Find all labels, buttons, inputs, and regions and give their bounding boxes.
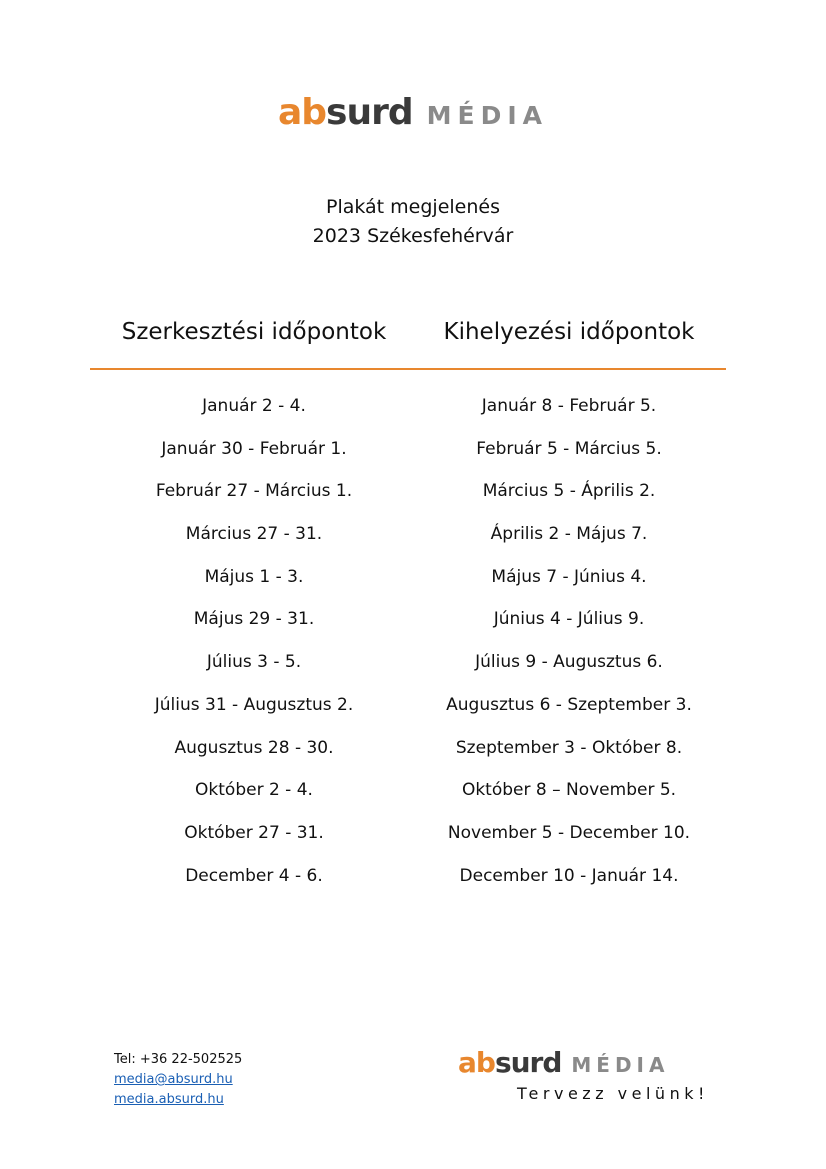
posting-date-item: Március 5 - Április 2.	[482, 481, 656, 502]
editing-date-item: Október 2 - 4.	[195, 780, 313, 801]
document-title	[0, 193, 826, 251]
editing-date-item: Május 1 - 3.	[204, 566, 304, 587]
editing-date-item: Január 30 - Február 1.	[161, 438, 347, 459]
title-line-1: Plakát megjelenés	[325, 196, 500, 218]
website-link[interactable]: media.absurd.hu	[114, 1092, 224, 1107]
editing-date-item: December 4 - 6.	[185, 865, 323, 886]
footer-logo-ab-text: ab	[458, 1046, 495, 1079]
email-link[interactable]: media@absurd.hu	[114, 1072, 233, 1087]
posting-date-item: Május 7 - Június 4.	[491, 566, 647, 587]
posting-date-item: Április 2 - Május 7.	[490, 524, 648, 545]
posting-date-item: Január 8 - Február 5.	[481, 396, 657, 416]
header-divider	[90, 368, 726, 370]
editing-date-item: Május 29 - 31.	[193, 609, 315, 630]
editing-dates-list	[94, 392, 414, 904]
slogan: Tervezz velünk!	[517, 1084, 709, 1103]
logo-media-text: MÉDIA	[426, 101, 548, 130]
posting-date-item: November 5 - December 10.	[447, 822, 691, 843]
contact-block	[114, 1050, 242, 1110]
column-header-editing: Szerkesztési időpontok	[121, 319, 387, 345]
posting-date-item: Augusztus 6 - Szeptember 3.	[446, 694, 692, 715]
editing-date-item: Január 2 - 4.	[202, 396, 306, 416]
footer-logo	[458, 1046, 669, 1079]
posting-date-item: Február 5 - Március 5.	[476, 438, 662, 459]
title-line-2: 2023 Székesfehérvár	[312, 225, 514, 247]
posting-date-item: Június 4 - Július 9.	[493, 609, 645, 630]
posting-date-item: Július 9 - Augusztus 6.	[475, 652, 663, 673]
phone-number: Tel: +36 22-502525	[114, 1052, 243, 1067]
footer-logo-surd-text: surd	[494, 1046, 562, 1079]
editing-date-item: Február 27 - Március 1.	[155, 481, 353, 502]
editing-date-item: Július 3 - 5.	[206, 652, 302, 673]
header-logo	[0, 92, 826, 133]
footer-logo-media-text: MÉDIA	[571, 1053, 670, 1077]
posting-date-item: Október 8 – November 5.	[461, 780, 677, 801]
posting-date-item: December 10 - Január 14.	[459, 865, 679, 886]
editing-date-item: Július 31 - Augusztus 2.	[154, 694, 354, 715]
logo-surd-text: surd	[326, 92, 413, 133]
editing-date-item: Március 27 - 31.	[185, 524, 323, 545]
posting-date-item: Szeptember 3 - Október 8.	[455, 737, 683, 758]
posting-dates-list	[409, 392, 729, 904]
logo-ab-text: ab	[277, 92, 327, 133]
column-header-posting: Kihelyezési időpontok	[443, 319, 695, 345]
editing-date-item: Augusztus 28 - 30.	[174, 737, 334, 758]
editing-date-item: Október 27 - 31.	[184, 822, 324, 843]
